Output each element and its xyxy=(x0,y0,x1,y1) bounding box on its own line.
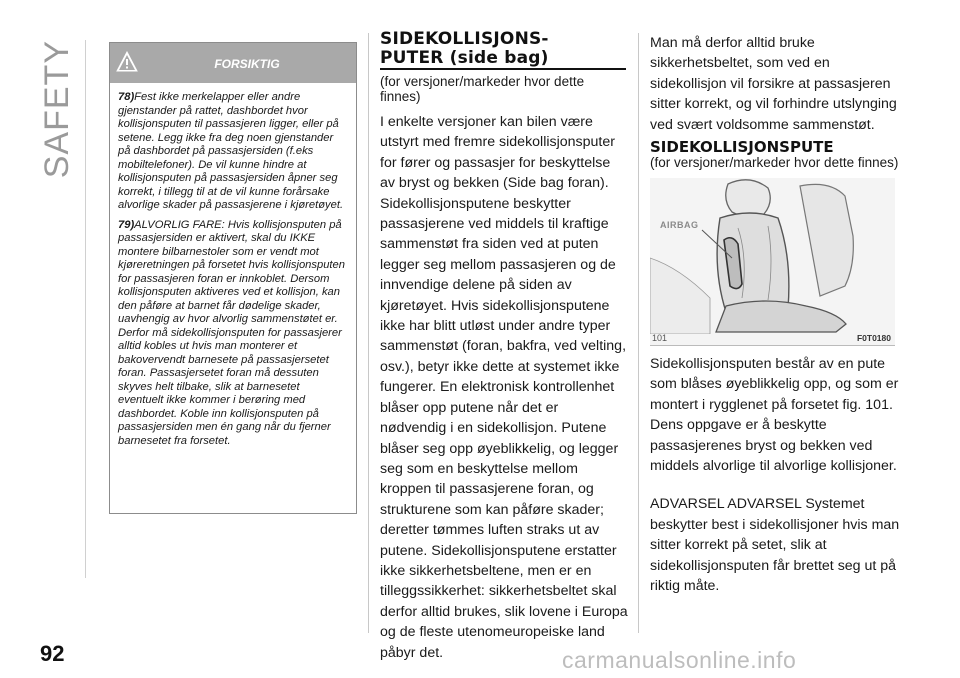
column-divider xyxy=(638,33,639,633)
side-airbag-section xyxy=(380,30,628,663)
side-divider xyxy=(85,40,86,578)
title-underline xyxy=(380,68,626,70)
caution-header xyxy=(110,43,356,83)
note-ref: 79) xyxy=(118,218,135,231)
page-number: 92 xyxy=(40,641,65,666)
airbag-callout-label: AIRBAG xyxy=(660,220,699,231)
subsection-title: SIDEKOLLISJONSPUTE xyxy=(650,138,834,157)
seat-airbag-paragraph: Sidekollisjonsputen består av en pute som blåses øyeblikkelig opp, og som er montert i rygglenet på forsetet fig. 101. Dens oppgave er å beskytte passasjerenes bryst og bekken ved middels alvorlige til alvorlige kollisjoner. xyxy=(650,356,899,475)
caution-title: FORSIKTIG xyxy=(214,57,280,71)
note-text: ALVORLIG FARE: Hvis kollisjonsputen på passasjersiden er aktivert, skal du IKKE montere bilbarnestoler som er vendt mot kjøreretningen på forsetet hvis kollisjonsputen for passasjeren foran er innkoblet. Dersom kollisjonsputen aktiveres ved et kollisjon, kan den påføre at barnet får dødelige skader, uavhengig av hvor alvorlig sammenstøtet er. Derfor må sidekollisjonsputen for passasjerer alltid kobles ut hvis man monterer et bakovervendt barnesete på passasjersetet foran. Passasjersetet foran må dessuten skyves helt tilbake, slik at barnesetet eventuelt ikke kommer i berøring med dashbordet. Koble inn kollisjonsputen på passasjersiden men én gang når du fjerner barnesetet fra forsetet. xyxy=(118,218,345,447)
note-ref: 78) xyxy=(118,91,135,103)
availability-note: (for versjoner/markeder hvor dette finnes) xyxy=(380,74,585,104)
section-title-line-2: PUTER (side bag) xyxy=(380,48,549,68)
site-watermark: carmanualsonline.info xyxy=(562,647,797,673)
availability-note: (for versjoner/markeder hvor dette finnes) xyxy=(650,155,899,171)
column-divider xyxy=(368,33,369,633)
caution-box xyxy=(109,42,357,514)
figure-number: 101 xyxy=(652,333,668,344)
seat-airbag-figure xyxy=(650,178,895,346)
seatbelt-paragraph: Man må derfor alltid bruke sikkerhetsbeltet, som ved en sidekollisjon vil forsikre at passasjeren sitter korrekt, og vil forhindre utslynging ved svært voldsomme sammenstøt. xyxy=(650,35,897,133)
note-text: Fest ikke merkelapper eller andre gjenstander på rattet, dashbordet hvor kollisjonsputen til passasjeren ligger, eller på setene. Legg ikke fra deg noen gjenstander på dashbordet på passasjersiden (f.eks mobiltelefoner). De vil kunne hindre at kollisjonsputen på passasjersiden åpner seg korrekt, i tillegg til at de vil kunne forårsake alvorlige skader på passasjerene i kjøretøyet. xyxy=(118,91,344,211)
caution-body xyxy=(110,83,356,448)
caution-note xyxy=(118,219,348,449)
figure-code: F0T0180 xyxy=(856,333,891,344)
section-title-line-1: SIDEKOLLISJONS- xyxy=(380,29,549,49)
caution-note xyxy=(118,91,348,213)
seat-illustration xyxy=(650,178,895,334)
section-side-label: SAFETY xyxy=(38,40,76,179)
advarsel-paragraph: ADVARSEL ADVARSEL Systemet beskytter best i sidekollisjoner hvis man sitter korrekt på setet, slik at sidekollisjonsputen får brettet seg ut på riktig måte. xyxy=(650,496,900,595)
seat-airbag-section xyxy=(650,33,908,597)
side-airbag-body: I enkelte versjoner kan bilen være utstyrt med fremre sidekollisjonsputer for fører og passasjer for beskyttelse av bryst og bekken (Side bag foran). Sidekollisjonsputene beskytter passasjerene ved middels til kraftige sammenstøt fra siden ved at puten legger seg mellom passasjeren og de innvendige delene på siden av kjøretøyet. Hvis sidekollisjonsputene ikke har blitt utløst under andre typer sammenstøt (foran, bakfra, ved velting, osv.), betyr ikke dette at systemet ikke fungerer. En elektronisk kontrollenhet blåser opp putene når det er nødvendig i en sidekollisjon. Putene blåser seg opp øyeblikkelig, og legger seg som en beskyttelse mellom kroppen til passasjerene foran, og strukturene som kan påføre skader; deretter tømmes luften straks ut av putene. Sidekollisjonsputene erstatter ikke sikkerhetsbeltene, men er en tilleggssikkerhet: sikkerhetsbeltet skal derfor alltid brukes, slik lovene i Europa og de fleste utenomeuropeiske land påbyr det. xyxy=(380,114,628,661)
